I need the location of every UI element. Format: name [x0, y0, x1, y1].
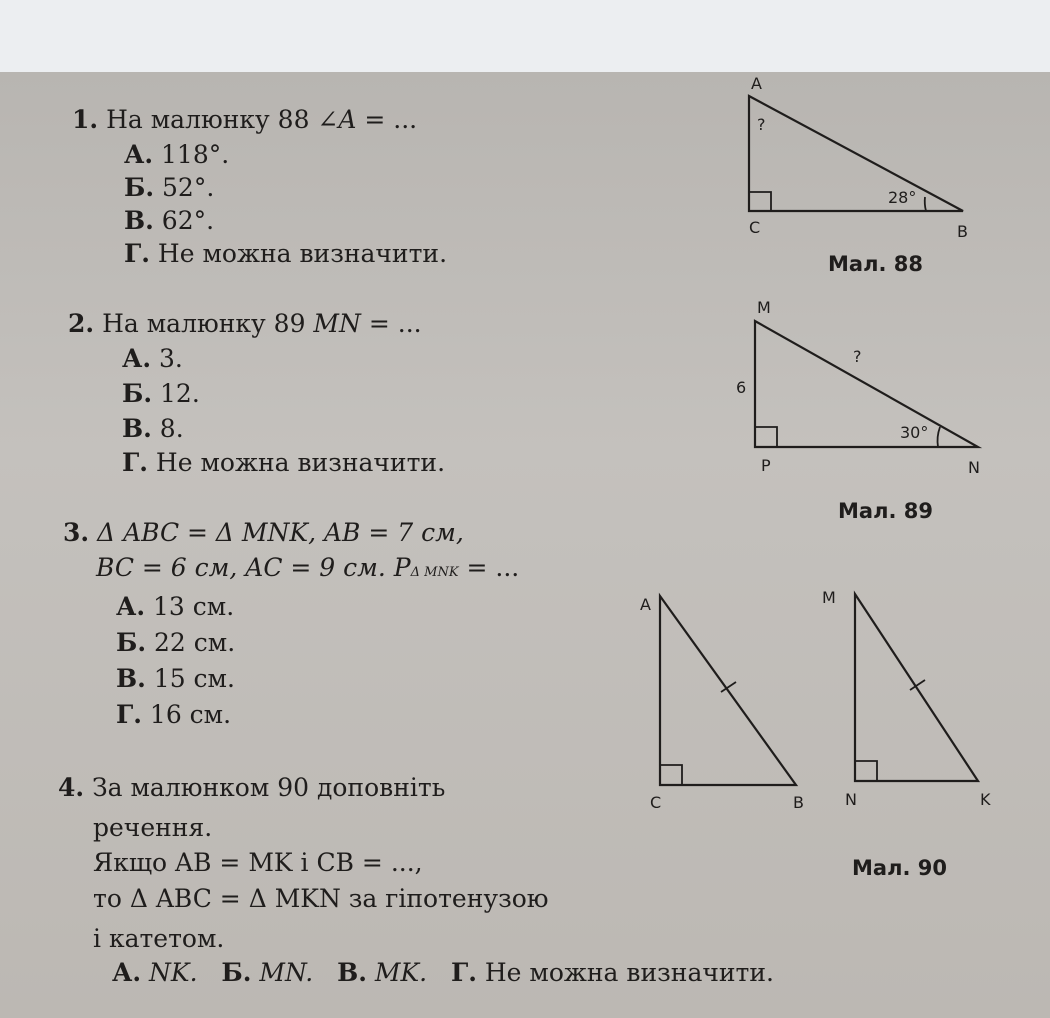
option-text: 15 см.: [145, 664, 235, 693]
triangle-abc: [660, 596, 796, 785]
option-text: MK.: [366, 958, 428, 987]
label-b-90: B: [793, 793, 804, 812]
label-b-88: B: [957, 222, 968, 241]
label-c-90: C: [650, 793, 662, 812]
caption-fig-89: Мал. 89: [838, 499, 933, 523]
option-text: 118°.: [153, 140, 230, 169]
triangle-89: [755, 321, 978, 447]
option-letter: А.: [122, 344, 152, 373]
option-letter: А.: [112, 958, 142, 987]
question-line-1: За малюнком 90 доповніть: [92, 773, 446, 802]
option-text: Не можна визначити.: [476, 958, 774, 987]
question-4-line-2: речення.: [93, 813, 213, 842]
question-4-line-5: і катетом.: [93, 924, 225, 953]
option-letter: А.: [116, 592, 146, 621]
question-text: На малюнку 88 ∠: [106, 105, 339, 134]
question-4-line-4: то Δ ABC = Δ MKN за гіпотенузою: [93, 884, 549, 913]
option-text: 16 см.: [141, 700, 232, 729]
label-c-88: C: [749, 218, 761, 237]
option-text: MN.: [251, 958, 314, 987]
label-a-88: A: [751, 74, 762, 93]
option-letter: Б.: [116, 628, 147, 657]
question-number: 1.: [72, 105, 99, 134]
option-text: 52°.: [154, 173, 215, 202]
option-text: 3.: [151, 344, 183, 373]
option-letter: Б.: [124, 173, 155, 202]
option-text: 62°.: [153, 206, 215, 235]
label-side-6: 6: [736, 378, 747, 397]
option-letter: Г.: [124, 239, 150, 268]
option-text: 13 см.: [145, 592, 235, 621]
option-letter: Б.: [122, 379, 153, 408]
question-var: MN: [313, 309, 361, 338]
option-text: Не можна визначити.: [147, 448, 446, 477]
question-4-line-3: Якщо AB = MK і CB = ...,: [93, 848, 423, 877]
angle-arc-b: [925, 197, 926, 211]
option-letter: В.: [337, 958, 367, 987]
question-number: 4.: [58, 773, 85, 802]
question-var: A: [338, 105, 357, 134]
option-letter: Б.: [221, 958, 252, 987]
option-text: 12.: [152, 379, 200, 408]
angle-arc-n: [938, 427, 940, 447]
label-angle-b-28: 28°: [888, 188, 917, 207]
label-m-89: M: [757, 298, 771, 317]
label-m-90: M: [822, 588, 836, 607]
question-tail: = ...: [458, 553, 520, 582]
perimeter-subscript: Δ MNK: [410, 565, 459, 580]
question-line-1: Δ ABC = Δ MNK, AB = 7 см,: [97, 518, 464, 547]
triangle-88: [749, 96, 963, 211]
option-text: Не можна визначити.: [149, 239, 448, 268]
right-angle-mark-n: [855, 761, 877, 781]
question-line-2: BC = 6 см, AC = 9 см. P: [96, 553, 411, 582]
option-text: 8.: [151, 414, 184, 443]
label-hypotenuse-unknown: ?: [853, 347, 862, 366]
label-a-90: A: [640, 595, 651, 614]
right-angle-mark-p: [755, 427, 777, 447]
label-n-89: N: [968, 458, 980, 477]
label-n-90: N: [845, 790, 857, 809]
option-letter: Г.: [116, 700, 142, 729]
label-angle-a-unknown: ?: [757, 115, 766, 134]
option-text: 22 см.: [146, 628, 236, 657]
question-tail: = ...: [360, 309, 422, 338]
option-letter: В.: [116, 664, 146, 693]
option-letter: Г.: [122, 448, 148, 477]
right-angle-mark-c: [749, 192, 771, 211]
option-letter: В.: [122, 414, 152, 443]
right-angle-mark-c-90: [660, 765, 682, 785]
label-k-90: K: [980, 790, 991, 809]
question-number: 2.: [68, 309, 95, 338]
option-letter: Г.: [450, 958, 477, 987]
question-number: 3.: [63, 518, 90, 547]
question-tail: = ...: [356, 105, 418, 134]
caption-fig-90: Мал. 90: [852, 856, 947, 880]
triangle-mnk: [855, 594, 978, 781]
label-p-89: P: [761, 456, 771, 475]
label-angle-n-30: 30°: [900, 423, 929, 442]
question-text: На малюнку 89: [102, 309, 314, 338]
caption-fig-88: Мал. 88: [828, 252, 923, 276]
option-letter: А.: [124, 140, 154, 169]
option-letter: В.: [124, 206, 154, 235]
option-text: NK.: [141, 958, 198, 987]
